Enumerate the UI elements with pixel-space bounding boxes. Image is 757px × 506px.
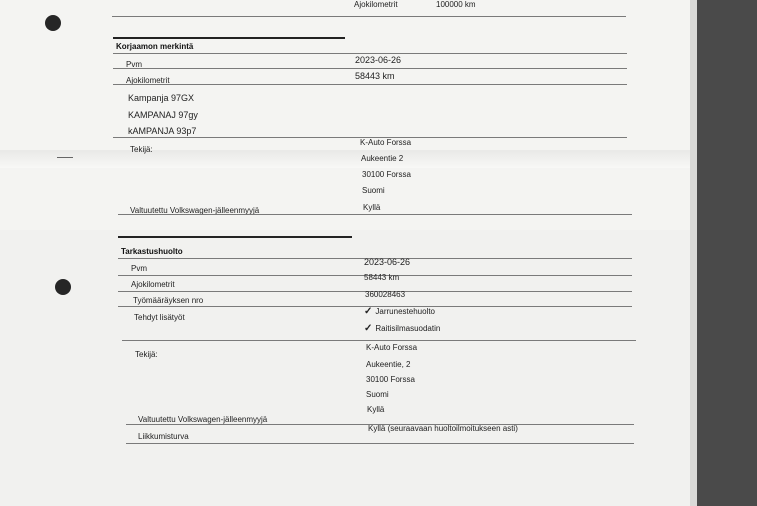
punch-hole	[45, 15, 61, 31]
inspection-date-label: Pvm	[131, 264, 147, 273]
inspection-mileage-label: Ajokilometrit	[131, 280, 175, 289]
extra-work-item	[364, 323, 440, 334]
inspection-performer-line: Aukeentie, 2	[366, 360, 411, 369]
top-mileage-label: Ajokilometrit	[354, 0, 398, 9]
inspection-performer-label: Tekijä:	[135, 350, 158, 359]
mobility-value: Kyllä (seuraavaan huoltoilmoitukseen asti)	[368, 424, 518, 433]
repair-performer-line: 30100 Forssa	[362, 170, 411, 179]
lower-panel	[0, 230, 697, 506]
mobility-label: Liikkumisturva	[138, 432, 189, 441]
repair-performer-label: Tekijä:	[130, 145, 153, 154]
repair-performer-line: Suomi	[362, 186, 385, 195]
extra-work-item	[364, 306, 435, 317]
punch-hole	[55, 279, 71, 295]
divider	[118, 214, 632, 215]
repair-title: Korjaamon merkintä	[116, 42, 194, 51]
section-rule	[113, 37, 345, 39]
campaign-item: kAMPANJA 93p7	[128, 126, 197, 136]
inspection-dealer-value: Kyllä	[367, 405, 385, 414]
campaign-item: KAMPANAJ 97gy	[128, 110, 198, 120]
divider	[122, 340, 636, 341]
divider	[112, 16, 626, 17]
paper-fold	[0, 150, 697, 168]
divider	[113, 53, 627, 54]
extra-work-label: Raitisilmasuodatin	[375, 324, 441, 333]
inspection-mileage-value: 58443 km	[364, 273, 400, 282]
inspection-extras-label: Tehdyt lisätyöt	[134, 313, 185, 322]
inspection-order-value: 360028463	[365, 290, 406, 299]
section-rule	[118, 236, 352, 238]
campaign-item: Kampanja 97GX	[128, 93, 195, 103]
top-mileage-value: 100000 km	[436, 0, 476, 9]
repair-date-label: Pvm	[126, 60, 142, 69]
inspection-order-label: Työmääräyksen nro	[133, 296, 204, 305]
page-edge	[690, 0, 697, 506]
fold-mark	[57, 157, 73, 158]
divider	[113, 68, 627, 69]
inspection-performer-line: 30100 Forssa	[366, 375, 415, 384]
repair-dealer-value: Kyllä	[363, 203, 381, 212]
inspection-dealer-label: Valtuutettu Volkswagen-jälleenmyyjä	[138, 415, 268, 424]
repair-mileage-value: 58443 km	[355, 71, 395, 81]
inspection-performer-line: K-Auto Forssa	[366, 343, 418, 352]
checkmark-icon: ✓	[364, 323, 373, 334]
repair-mileage-label: Ajokilometrit	[126, 76, 170, 85]
inspection-date-value: 2023-06-26	[364, 257, 411, 267]
repair-performer-line: Aukeentie 2	[361, 154, 404, 163]
extra-work-label: Jarrunestehuolto	[375, 307, 435, 316]
repair-performer-line: K-Auto Forssa	[360, 138, 412, 147]
checkmark-icon: ✓	[364, 306, 373, 317]
divider	[126, 443, 634, 444]
inspection-performer-line: Suomi	[366, 390, 389, 399]
repair-dealer-label: Valtuutettu Volkswagen-jälleenmyyjä	[130, 206, 260, 215]
divider	[113, 84, 627, 85]
repair-date-value: 2023-06-26	[355, 55, 402, 65]
inspection-title: Tarkastushuolto	[121, 247, 183, 256]
